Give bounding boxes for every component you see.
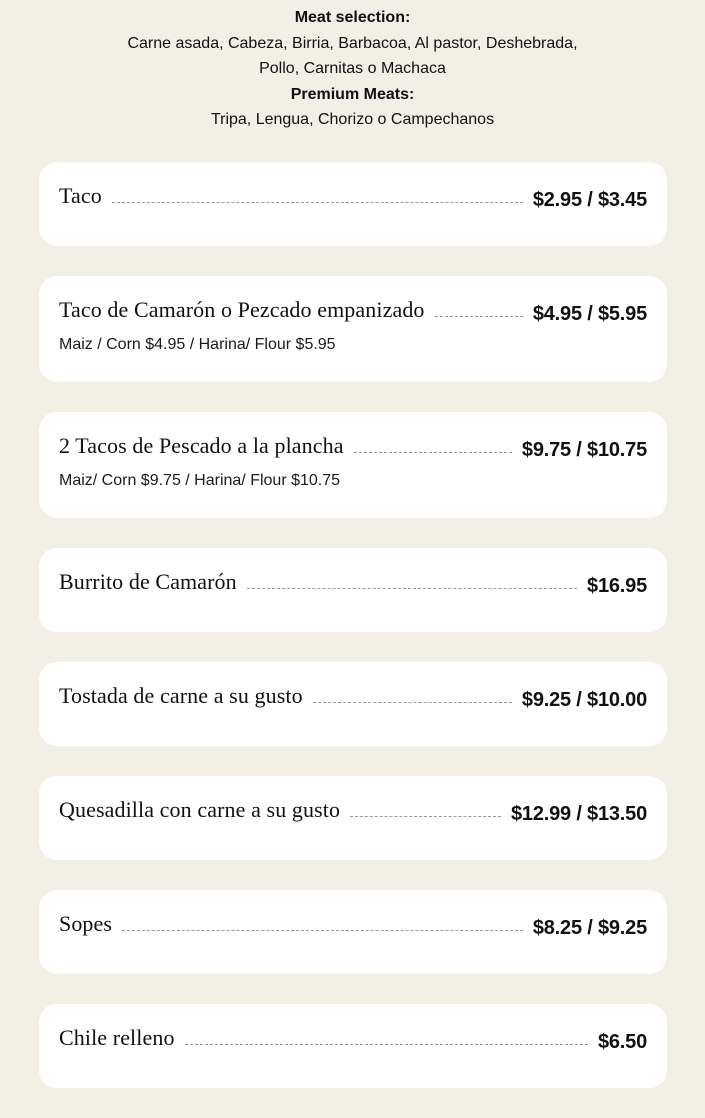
menu-item-description: Maiz / Corn $4.95 / Harina/ Flour $5.95: [59, 336, 336, 353]
meat-selection-list: Carne asada, Cabeza, Birria, Barbacoa, Al pastor, Deshebrada, Pollo, Carnitas o Machaca: [127, 34, 578, 78]
premium-meats-list: Tripa, Lengua, Chorizo o Campechanos: [210, 111, 495, 129]
menu-item-name: Taco: [59, 183, 102, 208]
menu-item-card: [39, 412, 667, 518]
meat-selection-info: [0, 5, 705, 133]
menu-item-price: $2.95 / $3.45: [532, 188, 647, 211]
leader-dots: [185, 1044, 588, 1045]
menu-item-card: [39, 1004, 667, 1088]
menu-item-card: [39, 776, 667, 860]
menu-item-price: $4.95 / $5.95: [532, 302, 647, 325]
menu-item-card: [39, 890, 667, 974]
menu-item-price: $16.95: [587, 574, 647, 597]
menu-item-price: $9.75 / $10.75: [521, 438, 647, 461]
leader-dots: [354, 452, 512, 453]
menu-item-price: $8.25 / $9.25: [532, 916, 647, 939]
menu-item-price: $9.25 / $10.00: [521, 688, 647, 711]
leader-dots: [350, 816, 501, 817]
menu-item-card: [39, 548, 667, 632]
leader-dots: [247, 588, 577, 589]
menu-list: [39, 162, 667, 1118]
menu-item-price: $6.50: [597, 1030, 647, 1053]
menu-item-name: Taco de Camarón o Pezcado empanizado: [59, 297, 425, 322]
leader-dots: [435, 316, 523, 317]
premium-meats-heading: Premium Meats:: [290, 85, 415, 103]
leader-dots: [313, 702, 512, 703]
leader-dots: [112, 202, 523, 203]
meat-selection-heading: Meat selection:: [294, 9, 411, 26]
menu-item-name: Chile relleno: [59, 1025, 175, 1050]
leader-dots: [122, 930, 523, 931]
menu-item-description: Maiz/ Corn $9.75 / Harina/ Flour $10.75: [59, 472, 341, 489]
menu-item-name: 2 Tacos de Pescado a la plancha: [59, 433, 344, 458]
menu-item-price: $12.99 / $13.50: [510, 802, 647, 825]
menu-item-name: Burrito de Camarón: [59, 569, 237, 594]
menu-item-card: [39, 162, 667, 246]
menu-item-name: Quesadilla con carne a su gusto: [59, 797, 341, 822]
menu-item-name: Sopes: [59, 911, 113, 936]
menu-item-card: [39, 662, 667, 746]
menu-item-name: Tostada de carne a su gusto: [59, 683, 303, 708]
menu-item-card: [39, 276, 667, 382]
